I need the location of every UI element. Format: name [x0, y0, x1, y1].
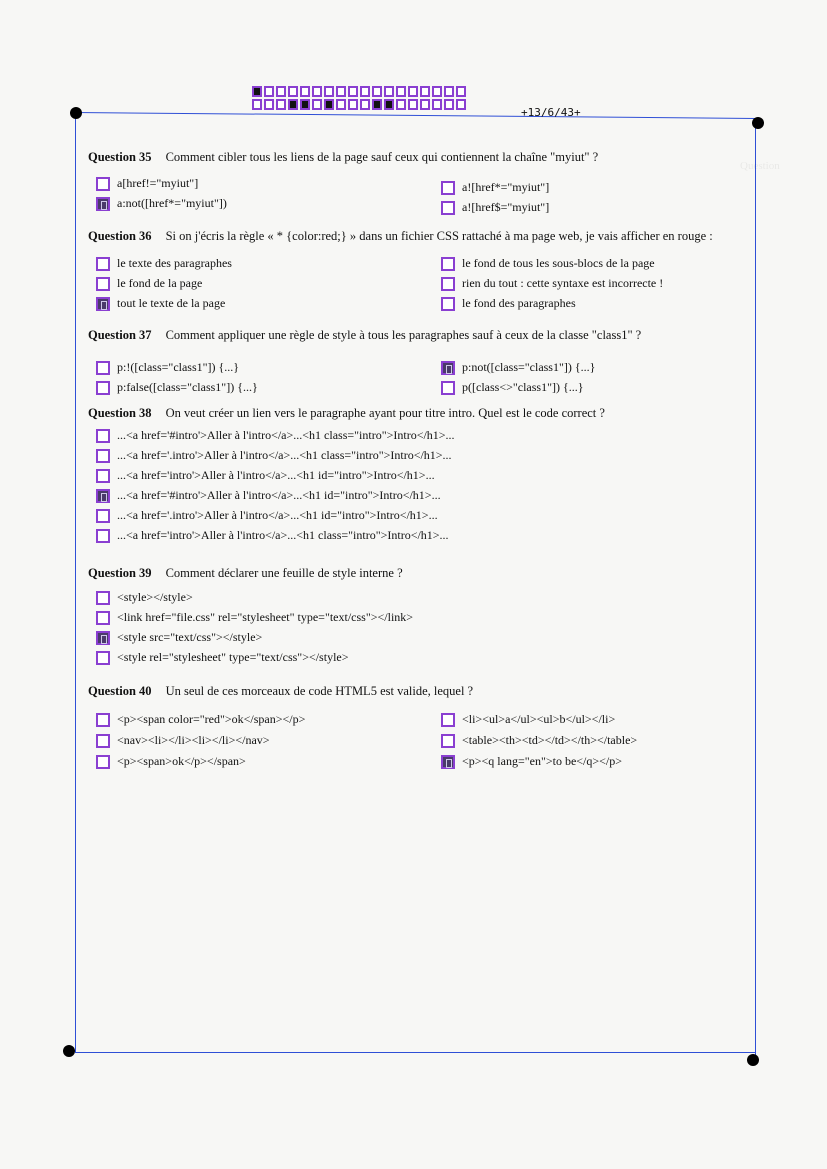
question-label: Question 36: [88, 229, 152, 243]
question-label: Question 35: [88, 150, 152, 164]
answer-text: <style></style>: [117, 590, 193, 604]
code-row: [252, 86, 466, 97]
code-cell: [348, 86, 358, 97]
checkbox[interactable]: [96, 277, 110, 291]
checkbox[interactable]: [96, 713, 110, 727]
checkbox[interactable]: [96, 449, 110, 463]
answer-option[interactable]: [96, 488, 441, 503]
code-cell: [384, 86, 394, 97]
code-cell: [312, 86, 322, 97]
answer-option[interactable]: [96, 590, 193, 605]
question-label: Question 40: [88, 684, 152, 698]
answer-option[interactable]: [96, 630, 262, 645]
code-cell: [324, 86, 334, 97]
code-cell: [300, 86, 310, 97]
question-35: [88, 150, 738, 165]
answer-option[interactable]: [441, 200, 549, 215]
answer-text: le fond des paragraphes: [462, 296, 576, 310]
question-header: [88, 150, 738, 165]
answer-text: le fond de la page: [117, 276, 203, 290]
code-cell: [288, 86, 298, 97]
question-39: [88, 566, 738, 581]
answer-option[interactable]: [441, 380, 584, 395]
answer-option[interactable]: [441, 296, 576, 311]
code-cell: [396, 99, 406, 110]
code-cell: [420, 86, 430, 97]
answer-option[interactable]: [441, 360, 595, 375]
answer-text: p:not([class="class1"]) {...}: [462, 360, 596, 374]
answer-option[interactable]: [96, 754, 246, 769]
answer-text: le fond de tous les sous-blocs de la page: [462, 256, 655, 270]
answer-text: tout le texte de la page: [117, 296, 226, 310]
answer-option[interactable]: [96, 276, 202, 291]
code-cell: [336, 99, 346, 110]
answer-option[interactable]: [96, 360, 239, 375]
checkbox[interactable]: [441, 181, 455, 195]
code-cell: [372, 86, 382, 97]
answer-option[interactable]: [441, 733, 637, 748]
checkbox[interactable]: [96, 755, 110, 769]
frame-bottom-line: [75, 1052, 756, 1053]
answer-text: <table><th><td></td></th></table>: [462, 733, 638, 747]
question-header: [88, 229, 738, 244]
code-cell: [264, 86, 274, 97]
answer-text: <nav><li></li><li></li></nav>: [117, 733, 270, 747]
code-cell: [300, 99, 310, 110]
answer-option[interactable]: [96, 176, 198, 191]
question-label: Question 38: [88, 406, 152, 420]
question-37: [88, 328, 738, 343]
answer-text: <style src="text/css"></style>: [117, 630, 263, 644]
checkbox[interactable]: [441, 734, 455, 748]
code-cell: [360, 99, 370, 110]
checkbox[interactable]: [96, 469, 110, 483]
checkbox[interactable]: [96, 529, 110, 543]
answer-text: a:not([href*="myiut"]): [117, 196, 227, 210]
question-40: [88, 684, 738, 699]
answer-option[interactable]: [96, 468, 435, 483]
code-cell: [348, 99, 358, 110]
answer-option[interactable]: [96, 196, 227, 211]
answer-text: <p><span>ok</p></span>: [117, 754, 246, 768]
code-row: [252, 99, 466, 110]
answer-text: p([class<>"class1"]) {...}: [462, 380, 584, 394]
checkbox[interactable]: [441, 277, 455, 291]
code-cell: [276, 86, 286, 97]
corner-marker-top-left: [70, 107, 82, 119]
code-cell: [408, 86, 418, 97]
code-cell: [396, 86, 406, 97]
code-cell: [336, 86, 346, 97]
frame-top-line: [75, 112, 756, 119]
checkbox[interactable]: [96, 591, 110, 605]
answer-option[interactable]: [96, 428, 455, 443]
code-cell: [432, 99, 442, 110]
answer-option[interactable]: [96, 380, 258, 395]
answer-text: ...<a href='#intro'>Aller à l'intro</a>...<h1 class="intro">Intro</h1>...: [117, 428, 455, 442]
answer-option[interactable]: [96, 650, 349, 665]
checked-checkbox[interactable]: [96, 489, 110, 503]
question-text: Comment appliquer une règle de style à tous les paragraphes sauf à ceux de la classe "class1" ?: [165, 328, 642, 342]
question-header: [88, 684, 738, 699]
code-cell: [384, 99, 394, 110]
answer-text: le texte des paragraphes: [117, 256, 232, 270]
checkbox[interactable]: [96, 177, 110, 191]
code-cell: [276, 99, 286, 110]
checkbox[interactable]: [96, 429, 110, 443]
student-id-code-grid: [252, 86, 466, 110]
answer-text: <li><ul>a</ul><ul>b</ul></li>: [462, 712, 616, 726]
checkbox[interactable]: [441, 257, 455, 271]
answer-option[interactable]: [96, 712, 305, 727]
answer-text: <link href="file.css" rel="stylesheet" type="text/css"></link>: [117, 610, 414, 624]
page-frame: [75, 112, 756, 1053]
checkbox[interactable]: [441, 381, 455, 395]
code-cell: [408, 99, 418, 110]
checked-checkbox[interactable]: [96, 197, 110, 211]
code-cell: [432, 86, 442, 97]
code-cell: [372, 99, 382, 110]
answer-text: ...<a href='.intro'>Aller à l'intro</a>...<h1 class="intro">Intro</h1>...: [117, 448, 452, 462]
answer-option[interactable]: [441, 712, 615, 727]
checkbox[interactable]: [96, 734, 110, 748]
checked-checkbox[interactable]: [441, 755, 455, 769]
answer-option[interactable]: [96, 448, 452, 463]
question-header: [88, 566, 738, 581]
answer-option[interactable]: [96, 733, 270, 748]
checkbox[interactable]: [96, 611, 110, 625]
answer-text: ...<a href='#intro'>Aller à l'intro</a>...<h1 id="intro">Intro</h1>...: [117, 488, 441, 502]
answer-option[interactable]: [441, 180, 549, 195]
answer-option[interactable]: [96, 528, 449, 543]
code-cell: [324, 99, 334, 110]
answer-option[interactable]: [96, 508, 438, 523]
answer-option[interactable]: [441, 256, 655, 271]
checked-checkbox[interactable]: [96, 631, 110, 645]
answer-text: a[href!="myiut"]: [117, 176, 199, 190]
corner-marker-bottom-left: [63, 1045, 75, 1057]
question-text: Comment déclarer une feuille de style interne ?: [165, 566, 403, 580]
code-cell: [360, 86, 370, 97]
answer-option[interactable]: [441, 276, 663, 291]
corner-marker-top-right: [752, 117, 764, 129]
question-header: [88, 328, 738, 343]
answer-text: ...<a href='.intro'>Aller à l'intro</a>...<h1 id="intro">Intro</h1>...: [117, 508, 438, 522]
corner-marker-bottom-right: [747, 1054, 759, 1066]
checked-checkbox[interactable]: [441, 361, 455, 375]
answer-option[interactable]: [96, 610, 413, 625]
code-cell: [252, 99, 262, 110]
frame-left-line: [75, 112, 76, 1053]
question-text: Comment cibler tous les liens de la page sauf ceux qui contiennent la chaîne "myiut" ?: [165, 150, 599, 164]
frame-right-line: [755, 122, 756, 1062]
code-cell: [456, 99, 466, 110]
answer-option[interactable]: [441, 754, 622, 769]
question-label: Question 39: [88, 566, 152, 580]
code-cell: [444, 86, 454, 97]
question-text: On veut créer un lien vers le paragraphe ayant pour titre intro. Quel est le code correct ?: [165, 406, 605, 420]
answer-text: <style rel="stylesheet" type="text/css"></style>: [117, 650, 349, 664]
checkbox[interactable]: [96, 361, 110, 375]
checkbox[interactable]: [441, 713, 455, 727]
checkbox[interactable]: [441, 297, 455, 311]
code-cell: [444, 99, 454, 110]
question-38: [88, 406, 738, 421]
answer-text: p:false([class="class1"]) {...}: [117, 380, 258, 394]
question-text: Un seul de ces morceaux de code HTML5 est valide, lequel ?: [165, 684, 474, 698]
code-cell: [264, 99, 274, 110]
code-cell: [288, 99, 298, 110]
answer-text: p:!([class="class1"]) {...}: [117, 360, 240, 374]
answer-text: <p><q lang="en">to be</q></p>: [462, 754, 623, 768]
answer-text: rien du tout : cette syntaxe est incorrecte !: [462, 276, 664, 290]
checkbox[interactable]: [96, 257, 110, 271]
checkbox[interactable]: [96, 651, 110, 665]
answer-text: a![href$="myiut"]: [462, 200, 550, 214]
code-cell: [252, 86, 262, 97]
answer-text: ...<a href='intro'>Aller à l'intro</a>...<h1 id="intro">Intro</h1>...: [117, 468, 435, 482]
checkbox[interactable]: [96, 509, 110, 523]
checked-checkbox[interactable]: [96, 297, 110, 311]
answer-option[interactable]: [96, 296, 225, 311]
checkbox[interactable]: [96, 381, 110, 395]
checkbox[interactable]: [441, 201, 455, 215]
bleed-through-text: Question: [740, 160, 780, 172]
page-id: +13/6/43+: [521, 106, 581, 119]
answer-text: ...<a href='intro'>Aller à l'intro</a>...<h1 class="intro">Intro</h1>...: [117, 528, 449, 542]
answer-text: <p><span color="red">ok</span></p>: [117, 712, 306, 726]
code-cell: [312, 99, 322, 110]
answer-option[interactable]: [96, 256, 232, 271]
question-header: [88, 406, 738, 421]
answer-text: a![href*="myiut"]: [462, 180, 550, 194]
code-cell: [420, 99, 430, 110]
code-cell: [456, 86, 466, 97]
question-text: Si on j'écris la règle « * {color:red;} » dans un fichier CSS rattaché à ma page web, je vais afficher en rouge :: [165, 229, 713, 243]
question-label: Question 37: [88, 328, 152, 342]
question-36: [88, 229, 738, 244]
